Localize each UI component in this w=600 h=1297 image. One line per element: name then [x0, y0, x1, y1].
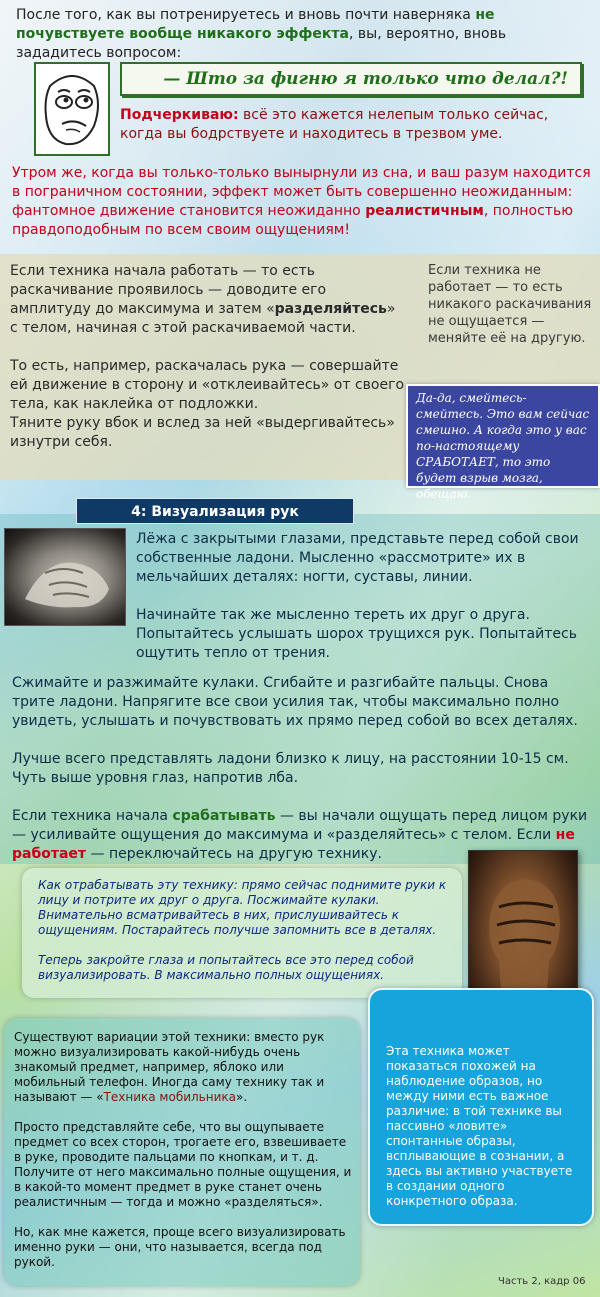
hands-text-top: Лёжа с закрытыми глазами, представьте перед собой свои собственные ладони. Мысленно «рассмотрите» их в мельчайших деталях: ногти, суставы, линии. Начинайте так же мысленно тереть их друг о друга. Попытайтесь услышать шорох трущихся рук. Попытайтесь ощутить тепло от трения.	[136, 531, 579, 661]
intro-text: После того, как вы потренируетесь и вновь почти наверняка не почувствуете вообще никакого эффекта, вы, вероятно, вновь зададитесь вопросом:	[16, 7, 507, 61]
practice-text: Как отрабатывать эту технику: прямо сейчас поднимите руки к лицу и потрите их друг о друга. Посжимайте кулаки. Внимательно всматривайтесь в них, прислушивайтесь к ощущениям. Постарайтесь получше запомнить все в деталях. Теперь закройте глаза и попытайтесь все это перед собой визуализировать. В максимально полных ощущениях.	[38, 878, 447, 982]
laugh-callout: Да-да, смейтесь-смейтесь. Это вам сейчас смешно. А когда это у вас по-настоящему СРАБОТАЕТ, то это будет взрыв мозга, обещаю.	[406, 384, 600, 488]
not-works-emphasis: не работает	[12, 827, 575, 862]
difference-text: Эта техника может показаться похожей на наблюдение образов, но между ними есть важное различие: в той технике вы пассивно «ловите» спонтанные образы, всплывающие в сознании, а здесь вы активно участвуете в создании одного конкретного образа.	[386, 1044, 573, 1208]
underline-label: Подчеркиваю:	[120, 107, 239, 123]
hands-photo	[4, 528, 126, 626]
meme-quote: — Што за фигню я только что делал?!	[163, 69, 568, 89]
works-emphasis: срабатывать	[172, 808, 276, 824]
underline-note: Подчеркиваю: всё это кажется нелепым только сейчас, когда вы бодрствуете и находитесь в трезвом уме.	[120, 107, 549, 142]
troll-face-icon	[34, 62, 110, 156]
swing-para-1: Если техника начала работать — то есть раскачивание проявилось — доводите его амплитуду до максимума и затем «разделяйтесь» с телом, начиная с этой раскачиваемой части.	[10, 263, 396, 336]
swing-para-2: То есть, например, раскачалась рука — совершайте ей движение в сторону и «отклеивайтесь» от своего тела, как наклейка от подложки. Тяните руку вбок и вслед за ней «выдергивайтесь» изнутри себя.	[10, 358, 405, 450]
variation-text: Существуют вариации этой техники: вместо рук можно визуализировать какой-нибудь очень знакомый предмет, например, яблоко или мобильный телефон. Иногда саму технику так и называют — «Техника мобильника». Просто представляйте себе, что вы ощупываете предмет со всех сторон, трогаете его, взвешиваете в руке, проводите пальцами по кнопкам, и т. д. Получите от него максимально полные ощущения, и в какой-то момент предмет в руке станет очень реалистичным — тогда и можно «разделяться». Но, как мне кажется, проще всего визуализировать именно руки — они, что называется, всегда под рукой.	[14, 1030, 352, 1269]
swing-side-note: Если техника не работает — то есть никакого раскачивания не ощущается — меняйте её на другую.	[428, 263, 592, 346]
page-footer: Часть 2, кадр 06	[498, 1276, 586, 1287]
hands-text-bottom: Сжимайте и разжимайте кулаки. Сгибайте и разгибайте пальцы. Снова трите ладони. Напрягите все свои усилия так, чтобы максимально полно увидеть, услышать и почувствовать их прямо перед собой во всех деталях. Лучше всего представлять ладони близко к лицу, на расстоянии 10-15 см. Чуть выше уровня глаз, напротив лба. Если техника начала срабатывать — вы начали ощущать перед лицом руки — усиливайте ощущения до максимума и «разделяйтесь» с телом. Если не работает — переключайтесь на другую технику.	[12, 675, 588, 862]
meme-quote-box	[120, 62, 582, 96]
morning-text: Утром же, когда вы только-только вынырнули из сна, и ваш разум находится в пограничном состоянии, эффект может быть совершенно неожиданным: фантомное движение становится неожиданно реалистичным, полностью правдоподобным по всем своим ощущениям!	[12, 165, 591, 238]
mobile-technique-link[interactable]: Техника мобильника	[103, 1090, 237, 1104]
intro-emphasis: не почувствуете вообще никакого эффекта	[16, 7, 495, 42]
section-header: 4: Визуализация рук	[76, 498, 354, 524]
swing-technique-text	[10, 262, 405, 452]
meme-block	[34, 62, 582, 160]
morning-emphasis: реалистичным	[365, 203, 484, 219]
